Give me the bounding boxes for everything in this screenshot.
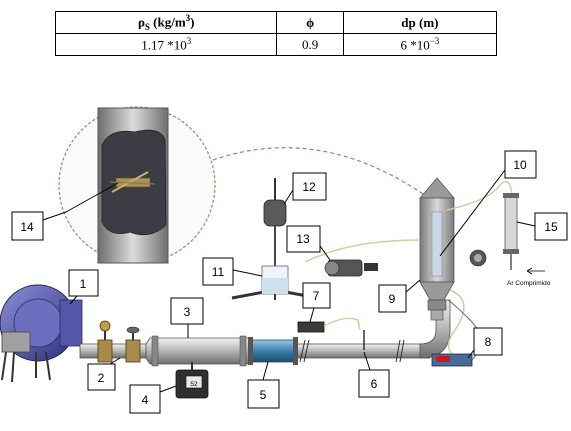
air-supply-label: Ar Comprimido xyxy=(507,280,551,287)
density-symbol: ρ xyxy=(137,14,145,30)
label-1 xyxy=(69,270,98,304)
density-unit-close: ) xyxy=(190,14,195,30)
label-9-text: 9 xyxy=(388,292,396,306)
label-14 xyxy=(12,212,66,240)
label-14-text: 14 xyxy=(20,220,34,234)
cell-diameter-exp: −3 xyxy=(429,35,440,46)
label-4 xyxy=(130,385,176,413)
device-label: 52 xyxy=(190,381,198,388)
label-5 xyxy=(248,362,279,408)
label-6 xyxy=(359,352,389,397)
label-1-text: 1 xyxy=(79,277,87,291)
cell-density-exp: 3 xyxy=(186,35,192,46)
label-15-text: 15 xyxy=(544,220,558,234)
label-4-text: 4 xyxy=(141,393,149,407)
magnifier-detail xyxy=(59,107,445,263)
density-unit-exp: 3 xyxy=(185,13,191,24)
header-sphericity: ϕ xyxy=(277,12,343,34)
label-2 xyxy=(88,358,120,390)
label-12 xyxy=(284,173,326,204)
blower xyxy=(0,285,82,382)
label-12-text: 12 xyxy=(302,180,316,194)
label-13-text: 13 xyxy=(296,232,310,246)
density-unit: (kg/m xyxy=(149,14,186,30)
pressure-transducer xyxy=(298,318,360,332)
cell-diameter-base: 6 *10 xyxy=(400,37,430,53)
header-diameter: dp (m) xyxy=(343,12,496,34)
label-10-text: 10 xyxy=(513,158,527,172)
label-11 xyxy=(203,258,262,285)
label-3-text: 3 xyxy=(183,305,191,319)
label-8 xyxy=(468,328,502,358)
label-7-text: 7 xyxy=(312,289,320,303)
label-5-text: 5 xyxy=(259,388,267,402)
density-subscript: S xyxy=(144,21,150,32)
label-2-text: 2 xyxy=(97,371,105,385)
label-6-text: 6 xyxy=(370,377,378,391)
label-15 xyxy=(517,213,567,240)
cell-sphericity: 0.9 xyxy=(277,34,343,56)
cell-density-base: 1.17 *10 xyxy=(141,37,187,53)
pump xyxy=(305,240,420,276)
label-9 xyxy=(379,280,420,312)
label-7 xyxy=(303,283,330,322)
label-8-text: 8 xyxy=(484,335,492,349)
motor xyxy=(176,362,208,398)
label-11-text: 11 xyxy=(211,265,225,279)
label-3 xyxy=(171,298,203,338)
